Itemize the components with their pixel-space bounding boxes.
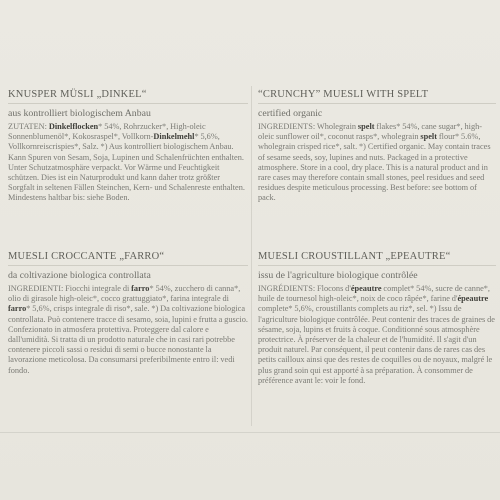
highlight-grain-1: épeautre [350, 284, 382, 293]
title-rule [258, 103, 496, 104]
section-german [8, 88, 248, 204]
title-rule [258, 265, 496, 266]
ingredients-text [8, 284, 248, 376]
ingredients-text [258, 284, 496, 386]
section-subtitle: da coltivazione biologica controllata [8, 270, 151, 281]
section-subtitle: aus kontrolliert biologischem Anbau [8, 108, 151, 119]
ingredients-part-1: * 54%, zucchero di canna*, olio di girasole high-oleic*, cocco grattuggiato*, farina integrale di [8, 284, 241, 304]
highlight-grain-2: Dinkelmehl [153, 132, 195, 142]
ingredients-text [8, 122, 248, 204]
ingredients-part-1: complet* 54%, sucre de canne*, huile de tournesol high-oleic*, noix de coco râpée*, farine d' [258, 284, 490, 304]
section-subtitle: certified organic [258, 108, 323, 119]
title-rule [8, 103, 248, 104]
highlight-grain-1: Dinkelflocken [48, 122, 99, 131]
ingredients-part-2: * 5,6%, crisps integrale di riso*, sale. *) Da coltivazione biologica controllata. Può contenere tracce di sesamo, soia, lupini e frutta a guscio. Confezionato in atmosfera protettiva. Proteggere dal calore e dall'umidità. Si tratta di un prodotto naturale che in casi rari potrebbe contenere piccoli sassi o residui di semi o bucce nonostante la lavorazione meticolosa. Da consumarsi preferibilmente entro il: vedi fondo. [8, 304, 248, 375]
section-french [258, 250, 496, 386]
section-title: MUESLI CROUSTILLANT „EPEAUTRE“ [258, 251, 451, 262]
title-rule [8, 265, 248, 266]
highlight-grain-1: farro [131, 284, 150, 293]
highlight-grain-2: spelt [420, 132, 438, 142]
section-italian [8, 250, 248, 376]
ingredients-part-1: * 54%, Rohrzucker*, High-oleic Sonnenblumenöl*, Kokosraspel*, Vollkorn- [8, 122, 206, 142]
section-title: KNUSPER MÜSLI „DINKEL“ [8, 89, 147, 100]
ingredients-label: INGRÉDIENTS: Flocons d' [258, 284, 351, 293]
ingredients-label: INGREDIENTI: Fiocchi integrale di [8, 284, 132, 293]
ingredients-part-2: complete* 5,6%, croustillants complets au riz*, sel. *) Issu de l'agriculture biologique contrôlée. Peut contenir des traces de graines de sésame, soja, lupins et fruits à coque. Conditionné sous atmosphère protectrice. À préserver de la chaleur et de l'humidité. Il s'agit d'un produit naturel. Par conséquent, il peut contenir dans de rares cas des petits cailloux ainsi que des restes de coquilles ou de noyaux, malgré le plus grand soin qui est apporté à sa préparation. À consommer de préférence avant le: voir le fond. [258, 304, 495, 385]
ingredients-part-1: flakes* 54%, cane sugar*, high-oleic sunflower oil*, coconut rasps*, wholegrain [258, 122, 483, 142]
highlight-grain-2: épeautre [457, 294, 489, 304]
section-subtitle: issu de l'agriculture biologique contrôlée [258, 270, 418, 281]
ingredients-part-2: flour* 5.6%, wholegrain crisped rice*, salt. *) Certified organic. May contain traces of sesame seeds, soy, lupines and nuts. Packaged in a protective atmosphere. Store in a cool, dry place. This is a natural product and in rare cases may therefore contain small stones, peel residues and seed residues despite meticulous processing. Best before: see bottom of pack. [258, 132, 491, 203]
section-english [258, 88, 496, 204]
ingredients-label: INGREDIENTS: Wholegrain [258, 122, 358, 131]
package-fold-line [0, 432, 500, 433]
column-divider [251, 86, 252, 426]
ingredients-label: ZUTATEN: [8, 122, 49, 131]
section-title: “CRUNCHY” MUESLI WITH SPELT [258, 89, 429, 100]
ingredients-text [258, 122, 496, 204]
ingredients-part-2: * 5,6%, Vollkornreiscrispies*, Salz. *) Aus kontrolliert biologischem Anbau. Kann Spuren von Sesam, Soja, Lupinen und Schalenfrüchten enthalten. Unter Schutzatmosphäre verpackt. Vor Wärme und Feuchtigkeit schützen. Dies ist ein Naturprodukt und kann daher trotz größter Sorgfalt in seltenen Fällen Steinchen, Kern- und Schalenreste enthalten. Mindestens haltbar bis: siehe Boden. [8, 132, 245, 203]
section-title: MUESLI CROCCANTE „FARRO“ [8, 251, 165, 262]
highlight-grain-2: farro [8, 304, 27, 314]
highlight-grain-1: spelt [357, 122, 375, 131]
